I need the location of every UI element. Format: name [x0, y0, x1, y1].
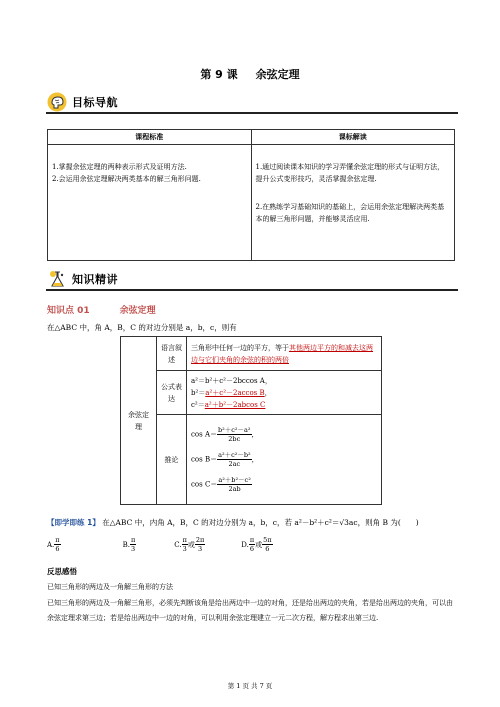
option-key: D.	[241, 540, 249, 549]
formula-cell	[187, 371, 382, 415]
option-key: A.	[47, 540, 55, 549]
option-key: B.	[122, 540, 130, 549]
standard-item: 1.掌握余弦定理的两种表示形式及证明方法.	[52, 163, 187, 171]
corollary-cell	[187, 415, 382, 505]
denominator: 2ab	[228, 485, 241, 493]
fraction	[54, 536, 60, 553]
fraction	[217, 451, 252, 468]
numerator: π	[182, 536, 187, 544]
denominator: 6	[265, 545, 270, 553]
table-header: 课程标准	[48, 130, 252, 145]
formula-text: ，	[264, 388, 272, 397]
interpretation-item: 1.通过阅读课本知识的学习弄懂余弦定理的形式与证明方法，提升公式变形技巧，灵活掌握余弦定理.	[255, 163, 445, 183]
formula-text: b²＝	[191, 388, 206, 397]
option-a[interactable]	[47, 536, 61, 553]
numerator: 5π	[263, 536, 272, 544]
denominator: 2ac	[228, 460, 241, 468]
cosine-law-table	[120, 336, 382, 505]
corollary-lhs: cos C＝	[191, 480, 218, 489]
flask-icon	[46, 268, 68, 290]
brain-icon	[46, 91, 68, 113]
numerator: π	[130, 536, 136, 544]
table-header: 课标解读	[251, 130, 455, 145]
numerator: π	[249, 536, 255, 544]
numerator: a²＋b²－c²	[218, 476, 251, 484]
section-rule	[46, 112, 458, 114]
option-separator: 或	[187, 540, 195, 549]
corollary-cos-b	[191, 451, 377, 468]
knowledge-point-topic: 余弦定理	[119, 306, 156, 316]
section-rule	[46, 289, 458, 291]
section-label: 目标导航	[72, 96, 118, 109]
corollary-end: ，	[251, 455, 259, 464]
reflection-subheading: 已知三角形的两边及一角解三角形的方法	[47, 583, 173, 591]
section-header-goals	[46, 91, 458, 113]
interpretation-cell	[251, 145, 455, 261]
formula-b	[191, 387, 377, 399]
group-label: 余弦定理	[121, 337, 157, 505]
lesson-name: 余弦定理	[255, 68, 300, 81]
answer-options	[47, 536, 297, 553]
language-statement	[187, 337, 382, 371]
formula-highlight: a²＋c²－2accos B	[205, 388, 265, 397]
option-d[interactable]	[241, 536, 272, 553]
option-key: C.	[174, 540, 182, 549]
practice-label: 【即学即练 1】	[47, 518, 100, 527]
formula-c	[191, 399, 377, 411]
corollary-cos-c	[191, 476, 377, 493]
numerator: π	[55, 536, 60, 544]
lesson-number: 第 9 课	[200, 68, 238, 81]
corollary-end: ，	[251, 430, 259, 439]
statement-highlight: 其他两边平方的和减去这两边与它们夹角的余弦的积的两倍	[191, 343, 373, 364]
corollary-lhs: cos B＝	[191, 455, 218, 464]
denominator: 3	[131, 545, 136, 553]
numerator: a²＋c²－b²	[218, 451, 251, 459]
corollary-lhs: cos A＝	[191, 430, 218, 439]
denominator: 2bc	[228, 435, 241, 443]
page-title	[0, 66, 500, 82]
numerator: b²＋c²－a²	[218, 426, 251, 434]
section-label: 知识精讲	[72, 273, 118, 286]
denominator: 6	[55, 545, 60, 553]
knowledge-point-heading	[47, 303, 156, 316]
row-label: 公式表达	[157, 371, 187, 415]
fraction	[217, 426, 252, 443]
option-b[interactable]	[123, 536, 137, 553]
knowledge-intro: 在△ABC 中，角 A，B，C 的对边分别是 a，b，c，则有	[47, 323, 237, 332]
reflection-heading: 反思感悟	[47, 567, 77, 576]
formula-a: a²＝b²＋c²－2bccos A，	[191, 376, 272, 385]
statement-text: 三角形中任何一边的平方，等于	[191, 343, 289, 352]
row-label: 语言叙述	[157, 337, 187, 371]
row-label: 推论	[157, 415, 187, 505]
standard-item: 2.会运用余弦定理解决两类基本的解三角形问题.	[52, 175, 201, 183]
corollary-cos-a	[191, 426, 377, 443]
standards-cell	[48, 145, 252, 261]
denominator: 3	[197, 545, 203, 553]
course-standards-table	[47, 129, 455, 261]
fraction	[217, 476, 252, 493]
practice-question	[47, 517, 419, 528]
section-header-knowledge	[46, 268, 458, 290]
option-separator: 或	[255, 540, 263, 549]
knowledge-point-number: 知识点 01	[47, 306, 90, 316]
denominator: 3	[182, 545, 187, 553]
denominator: 6	[249, 545, 255, 553]
fraction	[262, 536, 272, 553]
fraction	[130, 536, 136, 553]
formula-highlight: a²＋b²－2abcos C	[204, 400, 266, 409]
page-footer: 第 1 页 共 7 页	[227, 682, 273, 690]
fraction	[195, 536, 205, 553]
option-c[interactable]	[174, 536, 205, 553]
interpretation-item: 2.在熟练学习基础知识的基础上，会运用余弦定理解决两类基本的解三角形问题，并能够灵活应用.	[255, 203, 445, 223]
practice-text: 在△ABC 中，内角 A，B，C 的对边分别为 a，b，c，若 a²－b²＋c²＝√3ac，则角 B 为( )	[102, 518, 419, 527]
numerator: 2π	[195, 536, 205, 544]
reflection-body: 已知三角形的两边及一角解三角形，必须先判断该角是给出两边中一边的对角，还是给出两边的夹角，若是给出两边的夹角，可以由余弦定理求第三边；若是给出两边中一边的对角，可以利用余弦定理建立一元二次方程，解方程求出第三边.	[47, 599, 453, 622]
formula-text: c²＝	[191, 400, 205, 409]
